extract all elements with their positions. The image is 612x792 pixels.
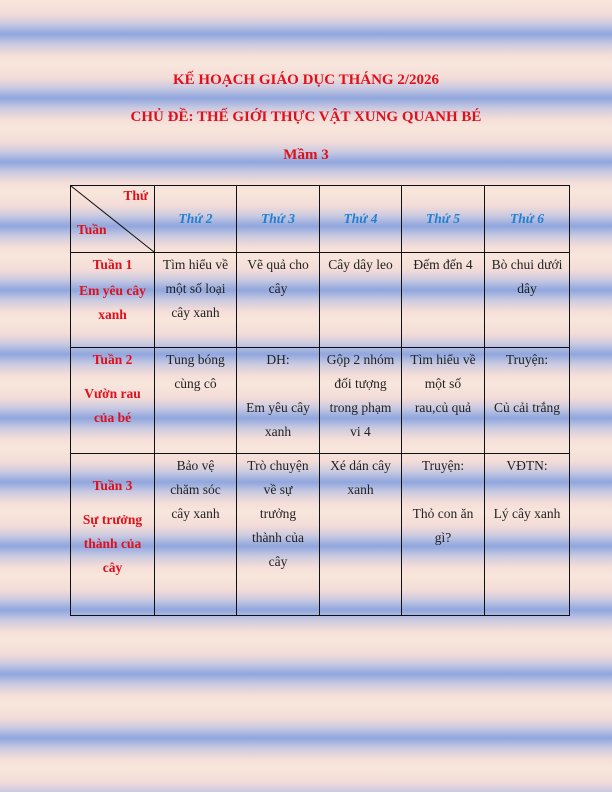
activity-cell: Cây dây leo bbox=[320, 253, 402, 348]
week-number: Tuần 3 bbox=[92, 478, 133, 493]
corner-cell bbox=[71, 186, 155, 253]
week-number: Tuần 2 bbox=[92, 352, 133, 367]
week-theme: Vườn rau của bé bbox=[84, 386, 141, 425]
day-header: Thứ 2 bbox=[155, 186, 237, 253]
activity-cell: Đếm đến 4 bbox=[402, 253, 485, 348]
activity-cell: Tìm hiểu về một số loại cây xanh bbox=[155, 253, 237, 348]
activity-cell: Vẽ quả cho cây bbox=[237, 253, 320, 348]
week-row bbox=[71, 253, 570, 348]
activity-cell: Truyện: Củ cải trắng bbox=[485, 348, 570, 454]
activity-cell: Trò chuyện về sự trưởng thành của cây bbox=[237, 454, 320, 616]
activity-cell: Gộp 2 nhóm đối tượng trong phạm vi 4 bbox=[320, 348, 402, 454]
week-label-cell bbox=[71, 253, 155, 348]
theme-title: CHỦ ĐỀ: THẾ GIỚI THỰC VẬT XUNG QUANH BÉ bbox=[130, 109, 482, 125]
activity-cell: Bảo vệ chăm sóc cây xanh bbox=[155, 454, 237, 616]
activity-cell: Tìm hiểu về một số rau,củ quả bbox=[402, 348, 485, 454]
week-theme: Sự trưởng thành của cây bbox=[82, 512, 143, 575]
activity-cell: Bò chui dưới dây bbox=[485, 253, 570, 348]
plan-title: KẾ HOẠCH GIÁO DỤC THÁNG 2/2026 bbox=[173, 72, 439, 88]
corner-label-week: Tuần bbox=[77, 222, 107, 237]
day-header: Thứ 4 bbox=[320, 186, 402, 253]
day-header: Thứ 6 bbox=[485, 186, 570, 253]
corner-label-day: Thứ bbox=[123, 188, 148, 203]
week-row bbox=[71, 454, 570, 616]
activity-cell: Truyện: Thỏ con ăn gì? bbox=[402, 454, 485, 616]
week-row bbox=[71, 348, 570, 454]
class-title: Mầm 3 bbox=[283, 147, 329, 163]
activity-cell: Xé dán cây xanh bbox=[320, 454, 402, 616]
week-number: Tuần 1 bbox=[92, 257, 133, 272]
week-theme: Em yêu cây xanh bbox=[79, 283, 146, 322]
week-label-cell bbox=[71, 348, 155, 454]
weekly-plan-table bbox=[70, 185, 570, 616]
week-label-cell bbox=[71, 454, 155, 616]
day-header: Thứ 3 bbox=[237, 186, 320, 253]
activity-cell: VĐTN: Lý cây xanh bbox=[485, 454, 570, 616]
activity-cell: DH: Em yêu cây xanh bbox=[237, 348, 320, 454]
header-row bbox=[71, 186, 570, 253]
activity-cell: Tung bóng cùng cô bbox=[155, 348, 237, 454]
day-header: Thứ 5 bbox=[402, 186, 485, 253]
